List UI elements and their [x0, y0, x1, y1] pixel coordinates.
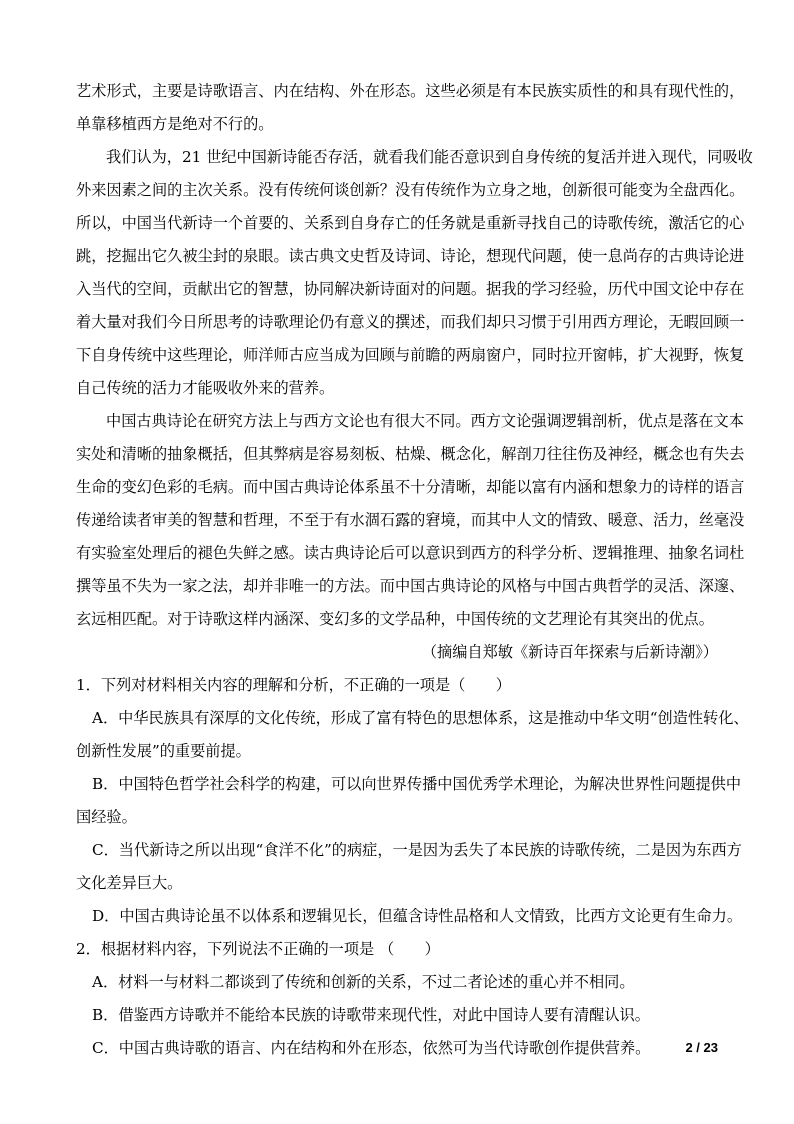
text-line: 艺术形式，主要是诗歌语言、内在结构、外在形态。这些必须是有本民族实质性的和具有现代性的， — [76, 82, 745, 100]
question-1-option-c: C．当代新诗之所以出现“食洋不化”的病症，一是因为丢失了本民族的诗歌传统，二是因为东西方 — [92, 841, 742, 859]
text-line: 入当代的空间，贡献出它的智慧，协同解决新诗面对的问题。据我的学习经验，历代中国文论中存在 — [76, 280, 745, 298]
text-line: 中国古典诗论在研究方法上与西方文论也有很大不同。西方文论强调逻辑剖析，优点是落在文本 — [106, 412, 744, 430]
source-citation: （摘编自郑敏《新诗百年探索与后新诗潮》） — [421, 643, 718, 661]
question-2-option-b: B．借鉴西方诗歌并不能给本民族的诗歌带来现代性，对此中国诗人要有清醒认识。 — [92, 1006, 650, 1024]
text-line: 单靠移植西方是绝对不行的。 — [76, 115, 274, 133]
question-2-option-a: A．材料一与材料二都谈到了传统和创新的关系，不过二者论述的重心并不相同。 — [92, 973, 635, 991]
text-line: 实处和清晰的抽象概括，但其弊病是容易刻板、枯燥、概念化，解剖刀往往伤及神经，概念也有失去 — [76, 445, 745, 463]
question-1-option-a-cont: 创新性发展”的重要前提。 — [76, 742, 251, 760]
question-1-option-d: D．中国古典诗论虽不以体系和逻辑见长，但蕴含诗性品格和人文情致，比西方文论更有生命力。 — [92, 907, 743, 925]
text-line: 自己传统的活力才能吸收外来的营养。 — [76, 379, 335, 397]
text-line: 有实验室处理后的褪色失鲜之感。读古典诗论后可以意识到西方的科学分析、逻辑推理、抽象名词杜 — [76, 544, 745, 562]
text-line: 所以，中国当代新诗一个首要的、关系到自身存亡的任务就是重新寻找自己的诗歌传统，激活它的心 — [76, 214, 745, 232]
question-1-stem: 1．下列对材料相关内容的理解和分析，不正确的一项是（ ） — [76, 676, 511, 694]
text-line: 传递给读者审美的智慧和哲理，不至于有水涸石露的窘境，而其中人文的情致、暖意、活力，丝毫没 — [76, 511, 745, 529]
text-line: 外来因素之间的主次关系。没有传统何谈创新？没有传统作为立身之地，创新很可能变为全盘西化。 — [76, 181, 745, 199]
text-line: 着大量对我们今日所思考的诗歌理论仍有意义的撰述，而我们却只习惯于引用西方理论，无暇回顾一 — [76, 313, 745, 331]
text-line: 我们认为，21 世纪中国新诗能否存活，就看我们能否意识到自身传统的复活并进入现代，同吸收 — [106, 148, 753, 166]
page-number: 2 / 23 — [685, 1040, 718, 1055]
text-line: 生命的变幻色彩的毛病。而中国古典诗论体系虽不十分清晰，却能以富有内涵和想象力的诗样的语言 — [76, 478, 745, 496]
question-2-option-c: C．中国古典诗歌的语言、内在结构和外在形态，依然可为当代诗歌创作提供营养。 — [92, 1039, 651, 1057]
text-line: 撰等虽不失为一家之法，却并非唯一的方法。而中国古典诗论的风格与中国古典哲学的灵活、深邃、 — [76, 577, 745, 595]
text-line: 玄远相匹配。对于诗歌这样内涵深、变幻多的文学品种，中国传统的文艺理论有其突出的优点。 — [76, 610, 714, 628]
question-1-option-b: B．中国特色哲学社会科学的构建，可以向世界传播中国优秀学术理论，为解决世界性问题提供中 — [92, 775, 742, 793]
question-1-option-a: A．中华民族具有深厚的文化传统，形成了富有特色的思想体系，这是推动中华文明“创造性转化、 — [92, 709, 749, 727]
question-1-option-c-cont: 文化差异巨大。 — [76, 874, 183, 892]
question-1-option-b-cont: 国经验。 — [76, 808, 137, 826]
text-line: 跳，挖掘出它久被尘封的泉眼。读古典文史哲及诗词、诗论，想现代问题，使一息尚存的古典诗论进 — [76, 247, 745, 265]
question-2-stem: 2．根据材料内容，下列说法不正确的一项是 （ ） — [76, 940, 440, 958]
text-line: 下自身传统中这些理论，师洋师古应当成为回顾与前瞻的两扇窗户，同时拉开窗帏，扩大视野，恢复 — [76, 346, 745, 364]
